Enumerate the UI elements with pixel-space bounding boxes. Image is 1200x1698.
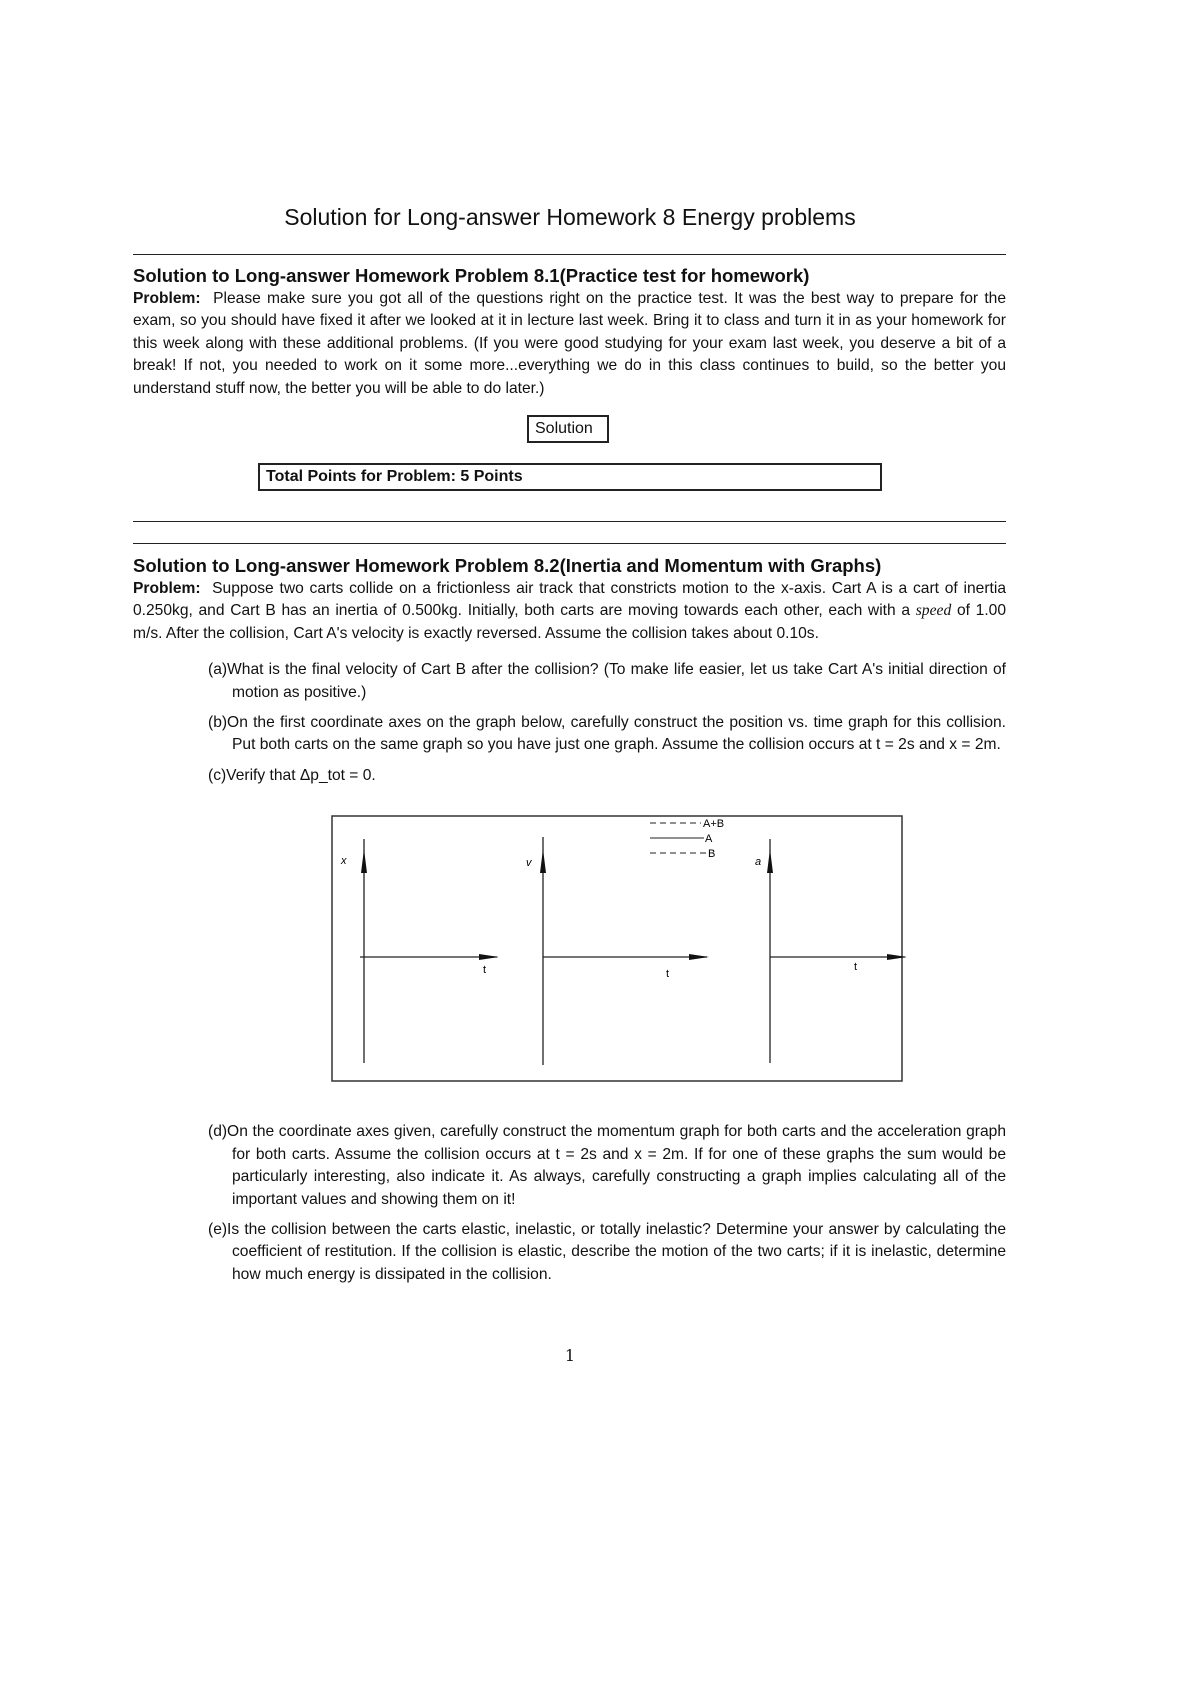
divider [133, 254, 1006, 255]
item-e: (e)Is the collision between the carts elastic, inelastic, or totally inelastic? Determine your answer by calculating the coefficient of restitution. If the collision is elastic, describe the motion of the two carts; if it is inelastic, determine how much energy is dissipated in the collision. [208, 1220, 1006, 1283]
item-b: (b)On the first coordinate axes on the graph below, carefully construct the position vs. time graph for this collision. Put both carts on the same graph so you have just one graph. Assume the collision occurs at t = 2s and x = 2m. [208, 714, 1006, 754]
speed-emphasis: speed [915, 602, 952, 620]
legend [650, 818, 724, 860]
legend-label: A [705, 833, 713, 846]
problem-label: Problem: [133, 290, 201, 307]
divider [133, 521, 1006, 522]
item-a: (a)What is the final velocity of Cart B after the collision? (To make life easier, let us take Cart A's initial direction of motion as positive.) [208, 661, 1006, 701]
total-points-box: Total Points for Problem: 5 Points [258, 463, 882, 491]
page-number: 1 [564, 1346, 576, 1366]
figure-frame [332, 816, 902, 1081]
graph-figure [331, 815, 911, 1083]
x-axis-label: t [854, 961, 858, 974]
acceleration-axes [755, 839, 907, 1063]
item-c: (c)Verify that Δp_tot = 0. [208, 766, 376, 784]
problem-body-cont: of 1.00 m/s. After the collision, Cart A's velocity is exactly reversed. Assume the collision takes about 0.10s. [133, 602, 1006, 642]
legend-label: B [708, 848, 716, 861]
arrow-right-icon [887, 954, 907, 960]
problem-label: Problem: [133, 580, 201, 598]
problem-8-1-text [133, 288, 1006, 400]
page-content [133, 0, 1006, 1405]
arrow-up-icon [767, 849, 773, 873]
problem-8-2-text [133, 578, 1006, 645]
position-axes [340, 839, 499, 1063]
y-axis-label: x [341, 855, 347, 868]
problem-8-2-heading: Solution to Long-answer Homework Problem 8.2(Inertia and Momentum with Graphs) [133, 555, 882, 577]
problem-body: Please make sure you got all of the questions right on the practice test. It was the best way to prepare for the exam, so you should have fixed it after we looked at it in lecture last week. Bring it to class and turn it in as your homework for this week along with these additional problems. (If you were good studying for your exam last week, you deserve a bit of a break! If not, you needed to work on it some more...everything we do in this class continues to build, so the better you understand stuff now, the better you will be able to do later.) [133, 290, 1006, 397]
x-axis-label: t [666, 968, 670, 981]
legend-label: A+B [703, 818, 725, 831]
x-axis-label: t [483, 964, 487, 977]
velocity-axes [526, 837, 709, 1065]
arrow-up-icon [361, 849, 367, 873]
arrow-up-icon [540, 849, 546, 873]
problem-8-1-heading: Solution to Long-answer Homework Problem 8.1(Practice test for homework) [133, 265, 810, 286]
item-d: (d)On the coordinate axes given, carefully construct the momentum graph for both carts and the acceleration graph for both carts. Assume the collision occurs at t = 2s and x = 2m. If for one of these graphs the sum would be particularly interesting, also indicate it. As always, carefully constructing a graph implies calculating all of the important values and showing them on it! [208, 1123, 1006, 1208]
solution-button[interactable]: Solution [527, 415, 609, 443]
problem-body: Suppose two carts collide on a frictionless air track that constricts motion to the x-axis. Cart A is a cart of inertia 0.250kg, and Cart B has an inertia of 0.500kg. Initially, both carts are moving towards each other, each with a [133, 580, 1006, 620]
document-title: Solution for Long-answer Homework 8 Energy problems [284, 204, 856, 230]
arrow-right-icon [479, 954, 499, 960]
divider [133, 543, 1006, 544]
arrow-right-icon [689, 954, 709, 960]
y-axis-label: a [755, 856, 762, 869]
y-axis-label: v [526, 857, 532, 870]
